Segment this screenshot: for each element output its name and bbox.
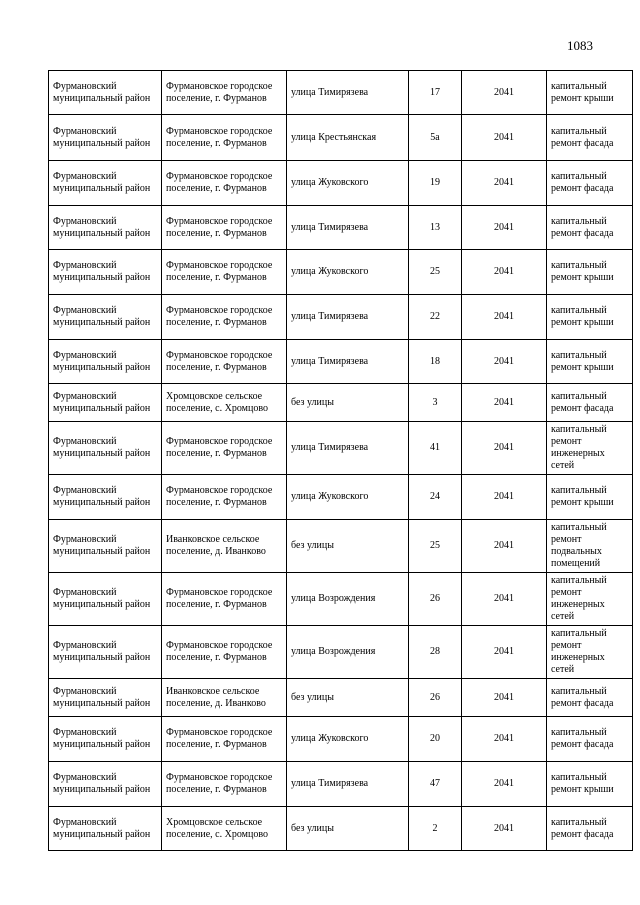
district-cell: Фурмановский муниципальный район (49, 384, 162, 422)
street-cell: улица Тимирязева (287, 762, 409, 807)
district-cell: Фурмановский муниципальный район (49, 520, 162, 573)
house-number-cell: 17 (409, 71, 462, 115)
district-cell: Фурмановский муниципальный район (49, 762, 162, 807)
district-cell: Фурмановский муниципальный район (49, 250, 162, 295)
table-row (49, 71, 633, 115)
settlement-cell: Хромцовское сельское поселение, с. Хромцово (162, 384, 287, 422)
settlement-cell: Фурмановское городское поселение, г. Фурманов (162, 422, 287, 475)
house-number-cell: 22 (409, 295, 462, 340)
repair-type-cell: капитальный ремонт фасада (547, 115, 633, 161)
year-cell: 2041 (462, 807, 547, 851)
settlement-cell: Фурмановское городское поселение, г. Фурманов (162, 475, 287, 520)
house-number-cell: 47 (409, 762, 462, 807)
repair-type-cell: капитальный ремонт крыши (547, 762, 633, 807)
table-row (49, 717, 633, 762)
table-row (49, 422, 633, 475)
settlement-cell: Хромцовское сельское поселение, с. Хромцово (162, 807, 287, 851)
repair-type-cell: капитальный ремонт подвальных помещений (547, 520, 633, 573)
year-cell: 2041 (462, 573, 547, 626)
street-cell: без улицы (287, 679, 409, 717)
year-cell: 2041 (462, 250, 547, 295)
table-row (49, 762, 633, 807)
table-row (49, 340, 633, 384)
district-cell: Фурмановский муниципальный район (49, 422, 162, 475)
housing-repair-table (48, 70, 633, 851)
year-cell: 2041 (462, 762, 547, 807)
settlement-cell: Фурмановское городское поселение, г. Фурманов (162, 115, 287, 161)
district-cell: Фурмановский муниципальный район (49, 573, 162, 626)
table-row (49, 626, 633, 679)
repair-type-cell: капитальный ремонт фасада (547, 807, 633, 851)
repair-type-cell: капитальный ремонт фасада (547, 161, 633, 206)
page-number: 1083 (567, 38, 593, 53)
repair-type-cell: капитальный ремонт фасада (547, 679, 633, 717)
street-cell: улица Жуковского (287, 717, 409, 762)
district-cell: Фурмановский муниципальный район (49, 679, 162, 717)
year-cell: 2041 (462, 626, 547, 679)
repair-type-cell: капитальный ремонт крыши (547, 340, 633, 384)
street-cell: улица Жуковского (287, 475, 409, 520)
table-row (49, 679, 633, 717)
district-cell: Фурмановский муниципальный район (49, 206, 162, 250)
street-cell: улица Тимирязева (287, 340, 409, 384)
street-cell: улица Жуковского (287, 161, 409, 206)
repair-type-cell: капитальный ремонт инженерных сетей (547, 573, 633, 626)
settlement-cell: Фурмановское городское поселение, г. Фурманов (162, 717, 287, 762)
year-cell: 2041 (462, 679, 547, 717)
year-cell: 2041 (462, 422, 547, 475)
table-row (49, 520, 633, 573)
street-cell: улица Крестьянская (287, 115, 409, 161)
year-cell: 2041 (462, 475, 547, 520)
settlement-cell: Фурмановское городское поселение, г. Фурманов (162, 71, 287, 115)
settlement-cell: Фурмановское городское поселение, г. Фурманов (162, 295, 287, 340)
house-number-cell: 20 (409, 717, 462, 762)
settlement-cell: Иванковское сельское поселение, д. Иванково (162, 520, 287, 573)
street-cell: улица Тимирязева (287, 206, 409, 250)
table-row (49, 384, 633, 422)
district-cell: Фурмановский муниципальный район (49, 161, 162, 206)
repair-type-cell: капитальный ремонт крыши (547, 295, 633, 340)
repair-type-cell: капитальный ремонт фасада (547, 384, 633, 422)
settlement-cell: Фурмановское городское поселение, г. Фурманов (162, 206, 287, 250)
street-cell: улица Тимирязева (287, 422, 409, 475)
table-row (49, 295, 633, 340)
house-number-cell: 24 (409, 475, 462, 520)
repair-type-cell: капитальный ремонт крыши (547, 475, 633, 520)
street-cell: без улицы (287, 384, 409, 422)
repair-type-cell: капитальный ремонт инженерных сетей (547, 422, 633, 475)
repair-type-cell: капитальный ремонт инженерных сетей (547, 626, 633, 679)
table-row (49, 475, 633, 520)
house-number-cell: 25 (409, 250, 462, 295)
district-cell: Фурмановский муниципальный район (49, 71, 162, 115)
table-row (49, 573, 633, 626)
settlement-cell: Фурмановское городское поселение, г. Фурманов (162, 250, 287, 295)
year-cell: 2041 (462, 161, 547, 206)
house-number-cell: 28 (409, 626, 462, 679)
district-cell: Фурмановский муниципальный район (49, 115, 162, 161)
year-cell: 2041 (462, 520, 547, 573)
district-cell: Фурмановский муниципальный район (49, 717, 162, 762)
street-cell: улица Возрождения (287, 626, 409, 679)
street-cell: улица Тимирязева (287, 71, 409, 115)
street-cell: без улицы (287, 807, 409, 851)
repair-type-cell: капитальный ремонт фасада (547, 206, 633, 250)
settlement-cell: Фурмановское городское поселение, г. Фурманов (162, 762, 287, 807)
house-number-cell: 13 (409, 206, 462, 250)
house-number-cell: 19 (409, 161, 462, 206)
house-number-cell: 3 (409, 384, 462, 422)
district-cell: Фурмановский муниципальный район (49, 807, 162, 851)
year-cell: 2041 (462, 295, 547, 340)
house-number-cell: 26 (409, 679, 462, 717)
table-row (49, 807, 633, 851)
table-row (49, 161, 633, 206)
house-number-cell: 18 (409, 340, 462, 384)
year-cell: 2041 (462, 71, 547, 115)
house-number-cell: 5а (409, 115, 462, 161)
table-row (49, 250, 633, 295)
house-number-cell: 25 (409, 520, 462, 573)
house-number-cell: 41 (409, 422, 462, 475)
district-cell: Фурмановский муниципальный район (49, 295, 162, 340)
district-cell: Фурмановский муниципальный район (49, 475, 162, 520)
repair-type-cell: капитальный ремонт крыши (547, 71, 633, 115)
repair-type-cell: капитальный ремонт фасада (547, 717, 633, 762)
settlement-cell: Фурмановское городское поселение, г. Фурманов (162, 626, 287, 679)
repair-type-cell: капитальный ремонт крыши (547, 250, 633, 295)
street-cell: улица Тимирязева (287, 295, 409, 340)
settlement-cell: Фурмановское городское поселение, г. Фурманов (162, 340, 287, 384)
street-cell: улица Жуковского (287, 250, 409, 295)
house-number-cell: 2 (409, 807, 462, 851)
settlement-cell: Иванковское сельское поселение, д. Иванково (162, 679, 287, 717)
table-row (49, 206, 633, 250)
year-cell: 2041 (462, 115, 547, 161)
street-cell: улица Возрождения (287, 573, 409, 626)
district-cell: Фурмановский муниципальный район (49, 626, 162, 679)
district-cell: Фурмановский муниципальный район (49, 340, 162, 384)
settlement-cell: Фурмановское городское поселение, г. Фурманов (162, 161, 287, 206)
year-cell: 2041 (462, 717, 547, 762)
year-cell: 2041 (462, 384, 547, 422)
settlement-cell: Фурмановское городское поселение, г. Фурманов (162, 573, 287, 626)
house-number-cell: 26 (409, 573, 462, 626)
year-cell: 2041 (462, 206, 547, 250)
street-cell: без улицы (287, 520, 409, 573)
year-cell: 2041 (462, 340, 547, 384)
table-row (49, 115, 633, 161)
